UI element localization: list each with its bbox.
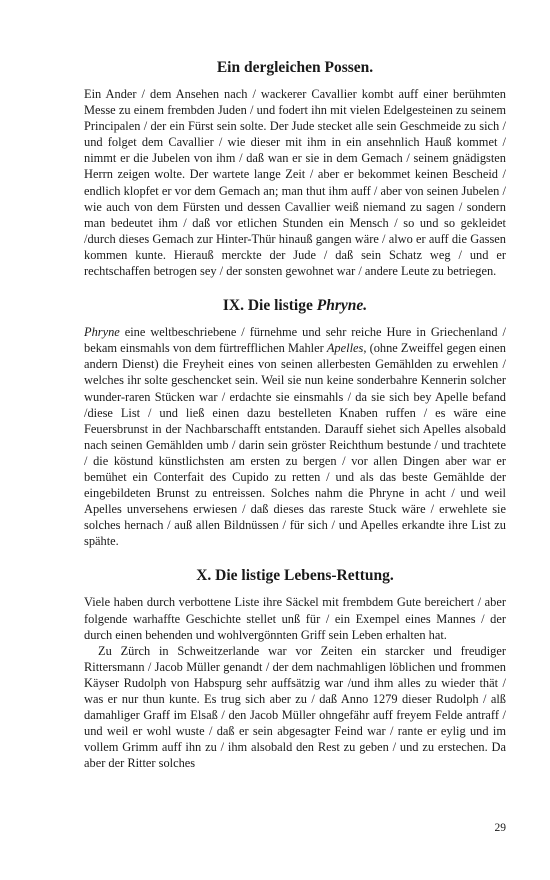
section-possen [84,58,506,279]
section-title-phryne: IX. Die listige Phryne. [222,297,368,315]
section-lebens-rettung [84,566,506,771]
section-title-possen: Ein dergleichen Possen. [216,59,374,76]
section-phryne [84,296,506,549]
paragraph: Ein Ander / dem Ansehen nach / wackerer Cavallier kombt auff einer berühmten Messe zu einem frembden Juden / und fodert ihn mit vielen Edelgesteinen zu seinem Principalen / der ein Fürst sein solte. Der Jude stecket alle sein Geschmeide zu sich / und folget dem Cavallier / wie dieser mit ihm in ein ansehnlich Hauß kommet / nimmt er die Jubelen von ihm / daß wan er sie in dem Gemach / seinem gnädigsten Herrn zeigen wolte. Der wartete lange Zeit / aber er bekommet keinen Bescheid / endlich klopfet er vor dem Gemach an; man thut ihm auff / aber von seinen Jubelen / wie auch von dem Fürsten und dessen Cavallier weiß niemand zu sagen / sondern man bedeutet ihm / daß vor etlichen Stunden ein Mensch / so und so gekleidet /durch dieses Gemach zur Hinter-Thür hinauß gangen wäre / alwo er auff die Gassen kommen kunte. Hierauß merckte der Jude / daß sein Schatz weg / und er rechtschaffen betrogen sey / der sonsten gewohnet war / andere Leute zu betriegen. [84,87,506,279]
paragraph: Viele haben durch verbottene Liste ihre Säckel mit frembdem Gute bereichert / aber folgende warhaffte Geschichte stellet unß für / ein Exempel eines Mannes / der durch einen behenden und wohlvergönnten Griff sein Leben erhalten hat. [84,595,506,642]
page-number: 29 [494,822,506,834]
paragraph: Zu Zürch in Schweitzerlande war vor Zeiten ein starcker und freudiger Rittersmann / Jacob Müller genandt / der dem nachmahligen löblichen und frommen Käyser Rudolph von Habspurg sehr auffsätzig war /und ihm alles zu wieder thät / was er nur thun kunte. Es trug sich aber zu / daß Anno 1279 dieser Rudolph / alß damahliger Graff im Elsaß / den Jacob Müller ohngefähr auff freyem Felde antraff / und weil er wohl wuste / daß er sein abgesagter Feind war / rante er eylig und im vollem Grimm auff ihn zu / ihm alsobald den Rest zu geben / und zu erstechen. Da aber der Ritter solches [84,643,506,771]
section-title-lebens-rettung: X. Die listige Lebens-Rettung. [196,567,394,585]
paragraph: Phryne eine weltbeschriebene / fürnehme und sehr reiche Hure in Griechenland / bekam einsmahls von dem fürtrefflichen Mahler Apelles, (ohne Zweiffel gegen einen andern Dienst) die Freyheit eines von seinen allerbesten Gemählden zu erwehlen / welches ihr solte geschencket sein. Weil sie nun keine sonderbahre Kennerin solcher wunder-raren Stücken war / erdachte sie einsmahls / da sie sich bey Apelle befand /diese List / und ließ einen dazu bestelleten Knaben ruffen / es wäre eine Feuersbrunst in der Nachbarschafft entstanden. Darauff siehet sich Apelles alsobald nach seinen Gemählden umb / darin sein gröster Reichthum bestunde / und trachtete / die köstund künstlichsten am ersten zu bergen / vor allen Dingen aber war er bemühet ein Conterfait des Cupido zu retten / und als das beste Gemählde der eingebildeten Brunst zu entreissen. Solches nahm die Phryne in acht / und weil Apelles unversehens erwiesen / daß dieses das rareste Stuck wäre / erwehlete sie solches hernach / auß allen Bildnüssen / für sich / und Apelles erkandte ihre List zu spähte. [84,325,506,549]
